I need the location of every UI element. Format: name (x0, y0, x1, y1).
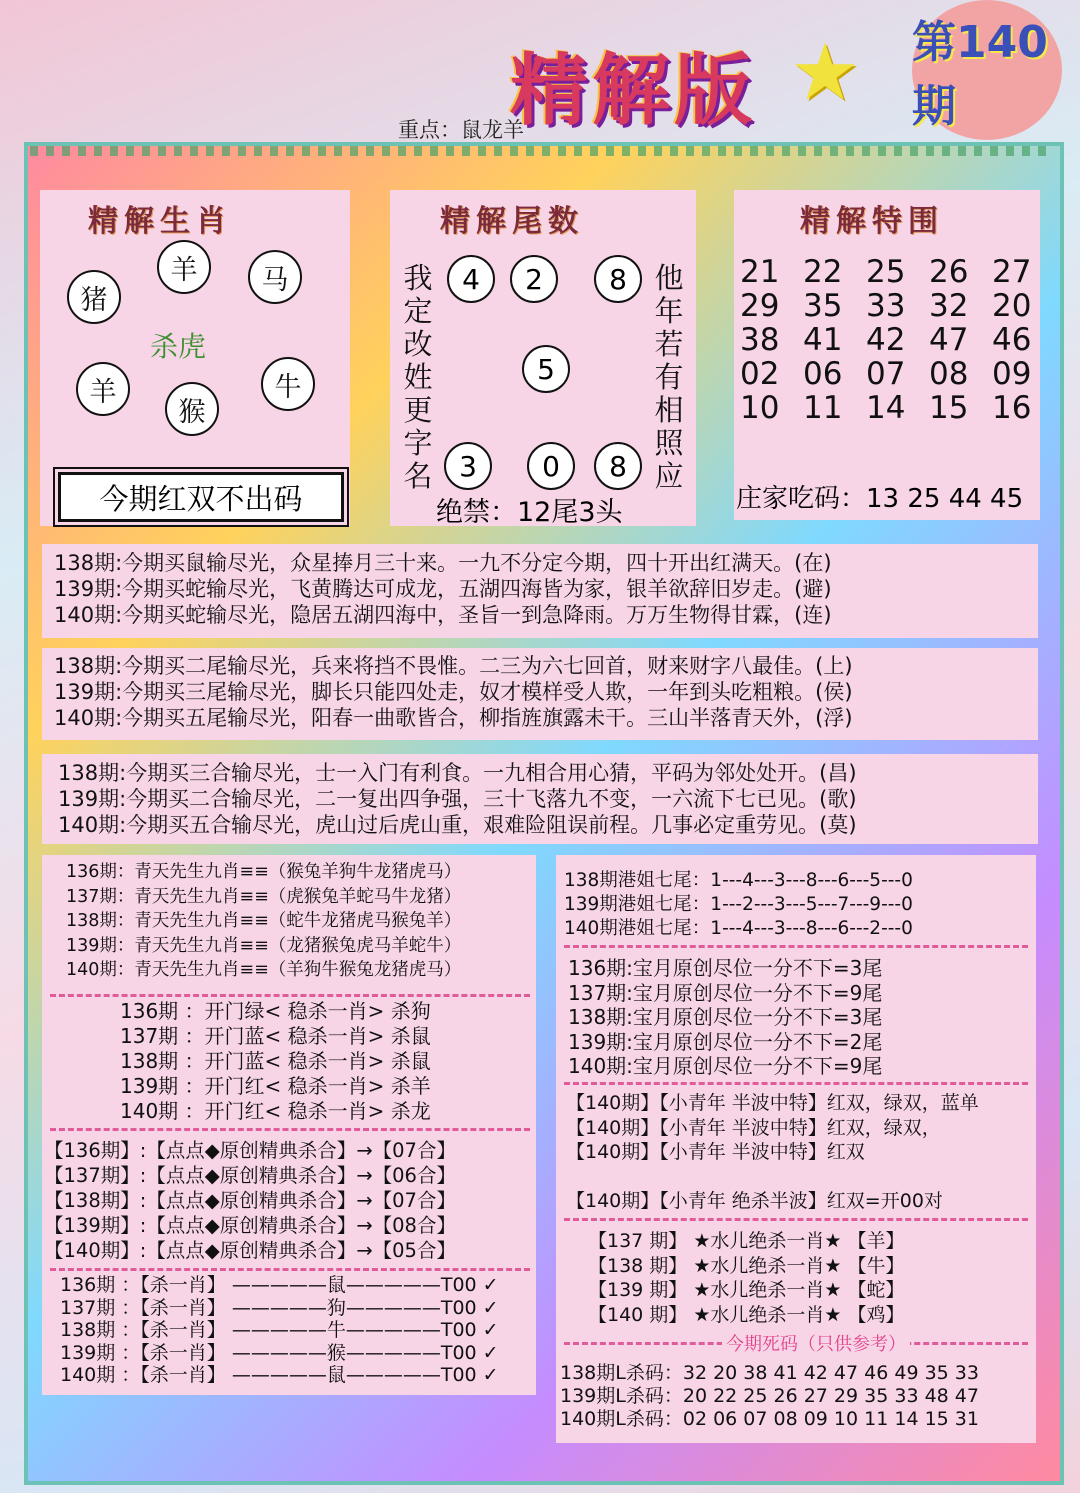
kill-half-wave: 【140期】【小青年 绝杀半波】红双=开00对 (566, 1190, 943, 1212)
list-item: 【139 期】 ★水儿绝杀一肖★ 【蛇】 (588, 1279, 905, 1301)
tail-circle: 4 (447, 255, 495, 303)
frame-decoration (30, 146, 1050, 156)
divider (564, 945, 1028, 948)
number-row (740, 288, 1055, 324)
kill-zodiac: 杀虎 (150, 330, 207, 363)
seven-tails-list (564, 868, 913, 940)
tail-circle: 8 (594, 442, 642, 490)
focus-line: 重点：鼠龙羊 (398, 118, 524, 142)
divider (564, 1082, 1028, 1085)
list-item: 【138期】:【点点◆原创精典杀合】→【07合】 (44, 1189, 456, 1212)
poem-line: 139期:今期买蛇输尽光，飞黄腾达可成龙，五湖四海皆为家，银羊欲辞旧岁走。(避) (54, 577, 832, 601)
zodiac-circle: 猪 (67, 270, 121, 324)
combo-kill-list (44, 1138, 456, 1263)
poem-line: 138期:今期买鼠输尽光，众星捧月三十来。一九不分定今期，四十开出红满天。(在) (54, 551, 832, 575)
tail-circle: 8 (594, 255, 642, 303)
list-item: 【137期】:【点点◆原创精典杀合】→【06合】 (44, 1164, 456, 1187)
tail-circle: 2 (510, 255, 558, 303)
num: 15 (929, 390, 969, 426)
list-item: 138期 ：【杀一肖】 —————牛—————T00 ✓ (60, 1319, 499, 1341)
list-item: 【140期】:【点点◆原创精典杀合】→【05合】 (44, 1239, 456, 1262)
num: 32 (929, 288, 969, 324)
ban-text: 绝禁：12尾3头 (436, 497, 623, 528)
banker-codes: 庄家吃码：13 25 44 45 (736, 484, 1024, 514)
num: 09 (992, 356, 1032, 392)
list-item: 【136期】:【点点◆原创精典杀合】→【07合】 (44, 1139, 456, 1162)
num: 27 (992, 254, 1032, 290)
list-item: 140期 ：开门红< 稳杀一肖> 杀龙 (120, 1099, 431, 1123)
list-item: 136期:宝月原创尽位一分不下=3尾 (568, 956, 883, 980)
list-item: 140期 ：【杀一肖】 —————鼠—————T00 ✓ (60, 1364, 499, 1386)
list-item: 137期 ：【杀一肖】 —————狗—————T00 ✓ (60, 1296, 499, 1319)
half-wave-list (566, 1090, 979, 1164)
divider (564, 1218, 1028, 1221)
num: 41 (803, 322, 843, 358)
number-row (740, 322, 1055, 358)
num: 07 (866, 356, 906, 392)
divider (50, 1128, 530, 1131)
num: 10 (740, 390, 780, 426)
right-vertical-text: 他年若有相照应 (654, 261, 684, 493)
num: 22 (803, 254, 843, 290)
list-item: 【140期】【小青年 半波中特】红双，绿双，蓝单 (566, 1092, 979, 1114)
num: 33 (866, 288, 906, 324)
num: 14 (866, 390, 906, 426)
num: 02 (740, 356, 780, 392)
num: 47 (929, 322, 969, 358)
poem-line: 138期:今期买三合输尽光，士一入门有利食。一九相合用心猜，平码为邻处处开。(昌) (58, 761, 857, 785)
num: 16 (992, 390, 1032, 426)
poem-lines (54, 653, 853, 731)
divider (50, 994, 530, 997)
poem-line: 138期:今期买二尾输尽光，兵来将挡不畏惟。二三为六七回首，财来财字八最佳。(上) (54, 654, 853, 678)
list-item: 139期：青天先生九肖≡≡（龙猪猴兔虎马羊蛇牛） (66, 935, 462, 956)
poem-line: 140期:今期买五合输尽光，虎山过后虎山重，艰难险阻误前程。几事必定重劳见。(莫) (58, 813, 857, 837)
list-item: 【140期】【小青年 半波中特】红双 (566, 1141, 865, 1163)
list-item: 136期：青天先生九肖≡≡（猴兔羊狗牛龙猪虎马） (66, 862, 462, 882)
list-item: 138期L杀码：32 20 38 41 42 47 46 49 35 33 (560, 1362, 979, 1384)
water-kill-list (588, 1228, 904, 1326)
num: 35 (803, 288, 843, 324)
num: 42 (866, 322, 906, 358)
list-item: 【138 期】 ★水儿绝杀一肖★ 【牛】 (588, 1254, 905, 1277)
list-item: 137期 ：开门蓝< 稳杀一肖> 杀鼠 (120, 1024, 431, 1048)
num: 06 (803, 356, 843, 392)
list-item: 139期L杀码：20 22 25 26 27 29 35 33 48 47 (560, 1385, 979, 1407)
list-item: 【140期】【小青年 半波中特】红双，绿双， (566, 1116, 941, 1139)
num: 46 (992, 322, 1032, 358)
list-item: 140期L杀码：02 06 07 08 09 10 11 14 15 31 (560, 1408, 979, 1430)
zodiac-circle: 马 (248, 250, 302, 304)
list-item: 140期港姐七尾：1---4---3---8---6---2---0 (564, 918, 913, 939)
num: 26 (929, 254, 969, 290)
number-row (740, 254, 1055, 290)
list-item: 136期 ：【杀一肖】 —————鼠—————T00 ✓ (60, 1274, 499, 1296)
tail-circle: 5 (522, 345, 570, 393)
dead-code-title: 今期死码（只供参考） (722, 1330, 910, 1356)
left-vertical-text: 我定改姓更字名 (403, 261, 433, 493)
special-panel-title: 精解特围 (800, 204, 944, 239)
list-item: 137期：青天先生九肖≡≡（虎猴兔羊蛇马牛龙猪） (66, 886, 462, 907)
divider (50, 1268, 530, 1271)
zodiac-circle: 羊 (76, 362, 130, 416)
issue-badge (912, 0, 1062, 140)
door-kill-list (120, 998, 431, 1123)
poem-line: 140期:今期买五尾输尽光，阳春一曲歌皆合，柳指旌旗露未干。三山半落青天外，(浮) (54, 706, 853, 730)
num: 20 (992, 288, 1032, 324)
num: 25 (866, 254, 906, 290)
list-item: 【137 期】 ★水儿绝杀一肖★ 【羊】 (588, 1230, 905, 1252)
tail-circle: 0 (527, 442, 575, 490)
list-item: 138期 ：开门蓝< 稳杀一肖> 杀鼠 (120, 1049, 431, 1073)
l-kill-list (560, 1362, 979, 1431)
list-item: 138期港姐七尾：1---4---3---8---6---5---0 (564, 870, 913, 891)
list-item: 【140 期】 ★水儿绝杀一肖★ 【鸡】 (588, 1303, 905, 1326)
poem-line: 139期:今期买二合输尽光，二一复出四争强，三十飞落九不变，一六流下七已见。(歌) (58, 787, 857, 811)
list-item: 139期港姐七尾：1---2---3---5---7---9---0 (564, 894, 913, 915)
moon-tail-list (568, 955, 882, 1078)
list-item: 136期 ：开门绿< 稳杀一肖> 杀狗 (120, 999, 431, 1023)
poem-lines (54, 550, 832, 628)
kill-one-list (60, 1274, 499, 1387)
zodiac-circle: 羊 (157, 240, 211, 294)
star-icon: ★ (790, 28, 860, 118)
poem-lines (58, 760, 857, 838)
poem-line: 140期:今期买蛇输尽光，隐居五湖四海中，圣旨一到急降雨。万万生物得甘霖，(连) (54, 603, 832, 627)
poem-line: 139期:今期买三尾输尽光，脚长只能四处走，奴才模样受人欺，一年到头吃粗粮。(侯) (54, 680, 853, 704)
number-row (740, 390, 1055, 426)
num: 21 (740, 254, 780, 290)
num: 29 (740, 288, 780, 324)
list-item: 140期：青天先生九肖≡≡（羊狗牛猴兔龙猪虎马） (66, 960, 462, 980)
list-item: 【139期】:【点点◆原创精典杀合】→【08合】 (44, 1214, 456, 1237)
number-row (740, 356, 1055, 392)
list-item: 139期:宝月原创尽位一分不下=2尾 (568, 1029, 883, 1054)
num: 11 (803, 390, 843, 426)
list-item: 139期 ：【杀一肖】 —————猴—————T00 ✓ (60, 1341, 499, 1364)
num: 08 (929, 356, 969, 392)
list-item: 140期:宝月原创尽位一分不下=9尾 (568, 1054, 883, 1078)
tail-panel-title: 精解尾数 (440, 204, 584, 239)
notice-box: 今期红双不出码 (58, 472, 344, 522)
num: 38 (740, 322, 780, 358)
zodiac-panel-title: 精解生肖 (88, 204, 232, 239)
tail-circle: 3 (444, 442, 492, 490)
list-item: 138期:宝月原创尽位一分不下=3尾 (568, 1005, 883, 1029)
page-title: 精解版 (510, 45, 757, 136)
list-item: 138期：青天先生九肖≡≡（蛇牛龙猪虎马猴兔羊） (66, 911, 462, 931)
list-item: 139期 ：开门红< 稳杀一肖> 杀羊 (120, 1074, 431, 1098)
issue-number: 第140期 (912, 17, 1048, 132)
nine-zodiac-list (66, 860, 461, 983)
list-item: 137期:宝月原创尽位一分不下=9尾 (568, 980, 883, 1005)
zodiac-circle: 牛 (261, 357, 315, 411)
zodiac-circle: 猴 (165, 382, 219, 436)
